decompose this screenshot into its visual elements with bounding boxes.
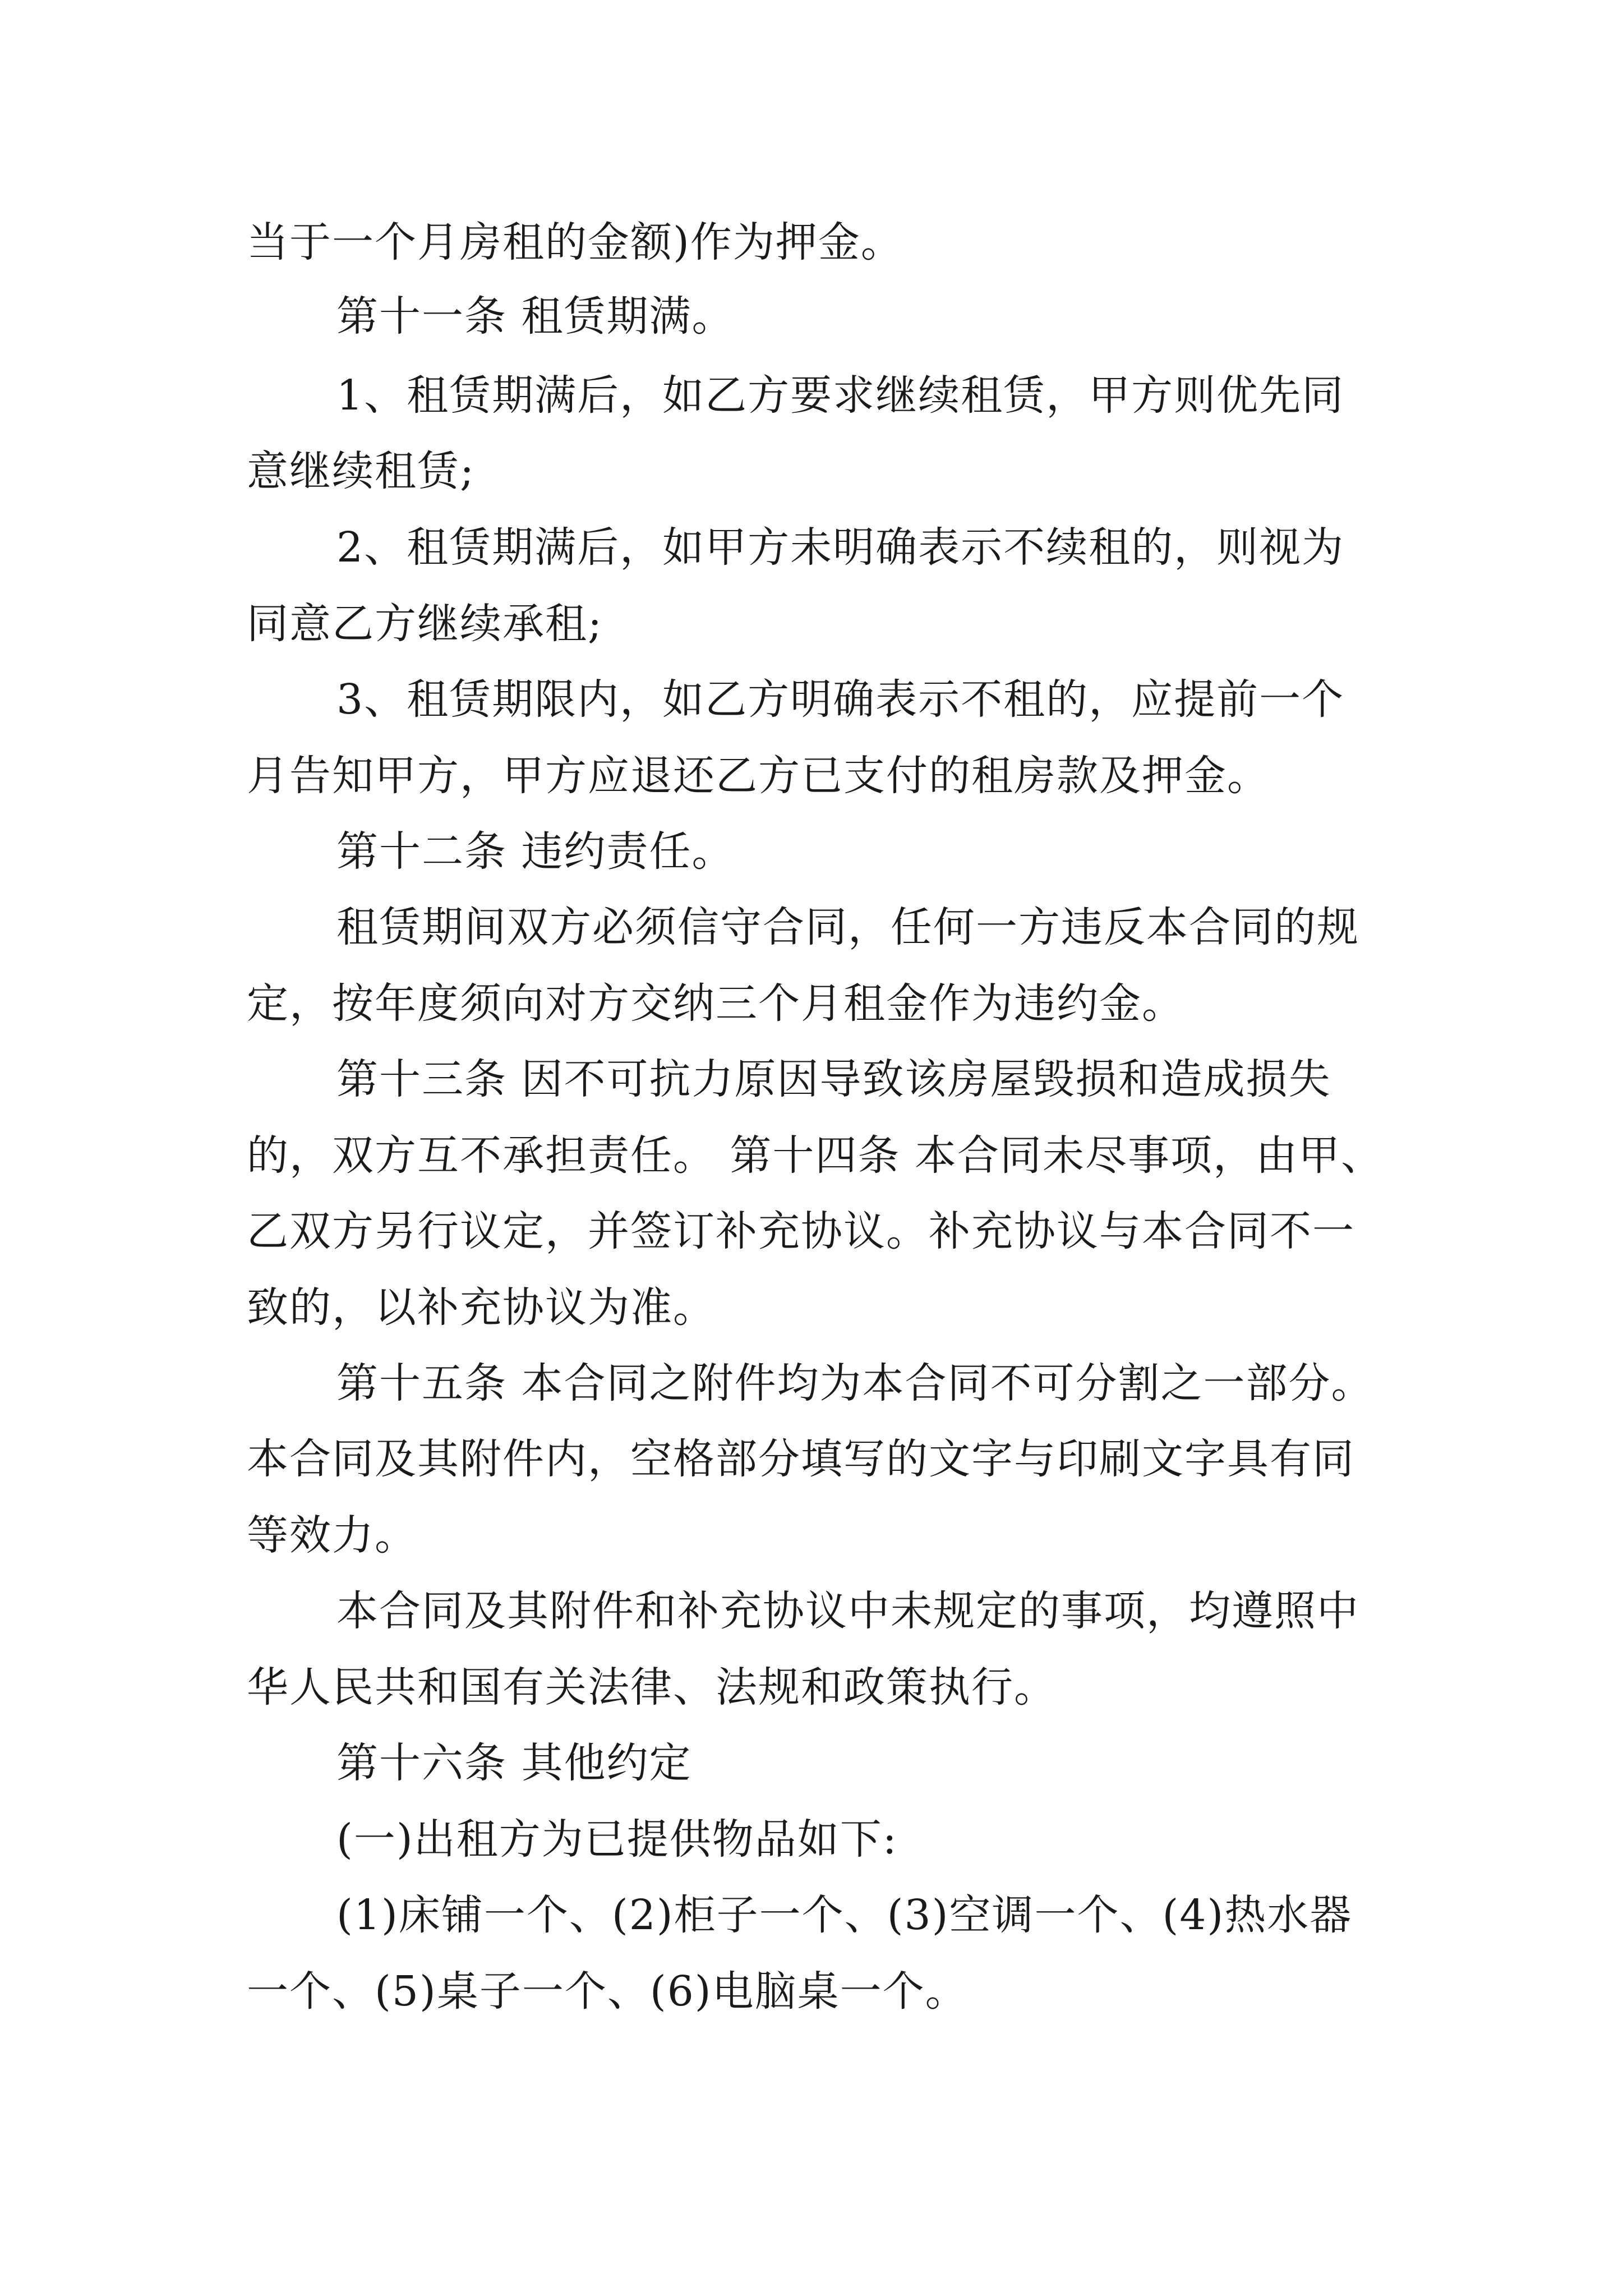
text-line: 本合同及其附件内，空格部分填写的文字与印刷文字具有同 [247, 1435, 1355, 1483]
text-line: 当于一个月房租的金额)作为押金。 [247, 218, 903, 266]
text-line: (一)出租方为已提供物品如下: [336, 1815, 898, 1864]
text-line: (1)床铺一个、(2)柜子一个、(3)空调一个、(4)热水器 [336, 1891, 1353, 1939]
text-line: 致的，以补充协议为准。 [247, 1283, 716, 1332]
text-line: 定，按年度须向对方交纳三个月租金作为违约金。 [247, 979, 1184, 1028]
article-heading: 第十二条 违约责任。 [336, 827, 735, 876]
article-heading: 第十一条 租赁期满。 [336, 292, 735, 341]
text-line: 月告知甲方，甲方应退还乙方已支付的租房款及押金。 [247, 752, 1270, 800]
text-line: 3、租赁期限内，如乙方明确表示不租的，应提前一个 [336, 675, 1345, 724]
text-line: 一个、(5)桌子一个、(6)电脑桌一个。 [247, 1967, 968, 2016]
text-line: 的，双方互不承担责任。 第十四条 本合同未尽事项，由甲、 [247, 1131, 1384, 1180]
text-line: 等效力。 [247, 1511, 417, 1559]
text-line: 2、租赁期满后，如甲方未明确表示不续租的，则视为 [336, 523, 1345, 572]
text-line: 第十三条 因不可抗力原因导致该房屋毁损和造成损失 [336, 1055, 1331, 1103]
text-line: 1、租赁期满后，如乙方要求继续租赁，甲方则优先同 [336, 371, 1345, 420]
text-line: 同意乙方继续承租; [247, 600, 603, 648]
text-line: 乙双方另行议定，并签订补充协议。补充协议与本合同不一 [247, 1207, 1355, 1255]
text-line: 本合同及其附件和补充协议中未规定的事项，均遵照中 [336, 1587, 1359, 1635]
text-line: 华人民共和国有关法律、法规和政策执行。 [247, 1663, 1057, 1711]
text-line: 意继续租赁; [247, 447, 475, 495]
text-line: 第十五条 本合同之附件均为本合同不可分割之一部分。 [336, 1359, 1374, 1407]
article-heading: 第十六条 其他约定 [336, 1739, 692, 1787]
text-line: 租赁期间双方必须信守合同，任何一方违反本合同的规 [336, 903, 1359, 951]
